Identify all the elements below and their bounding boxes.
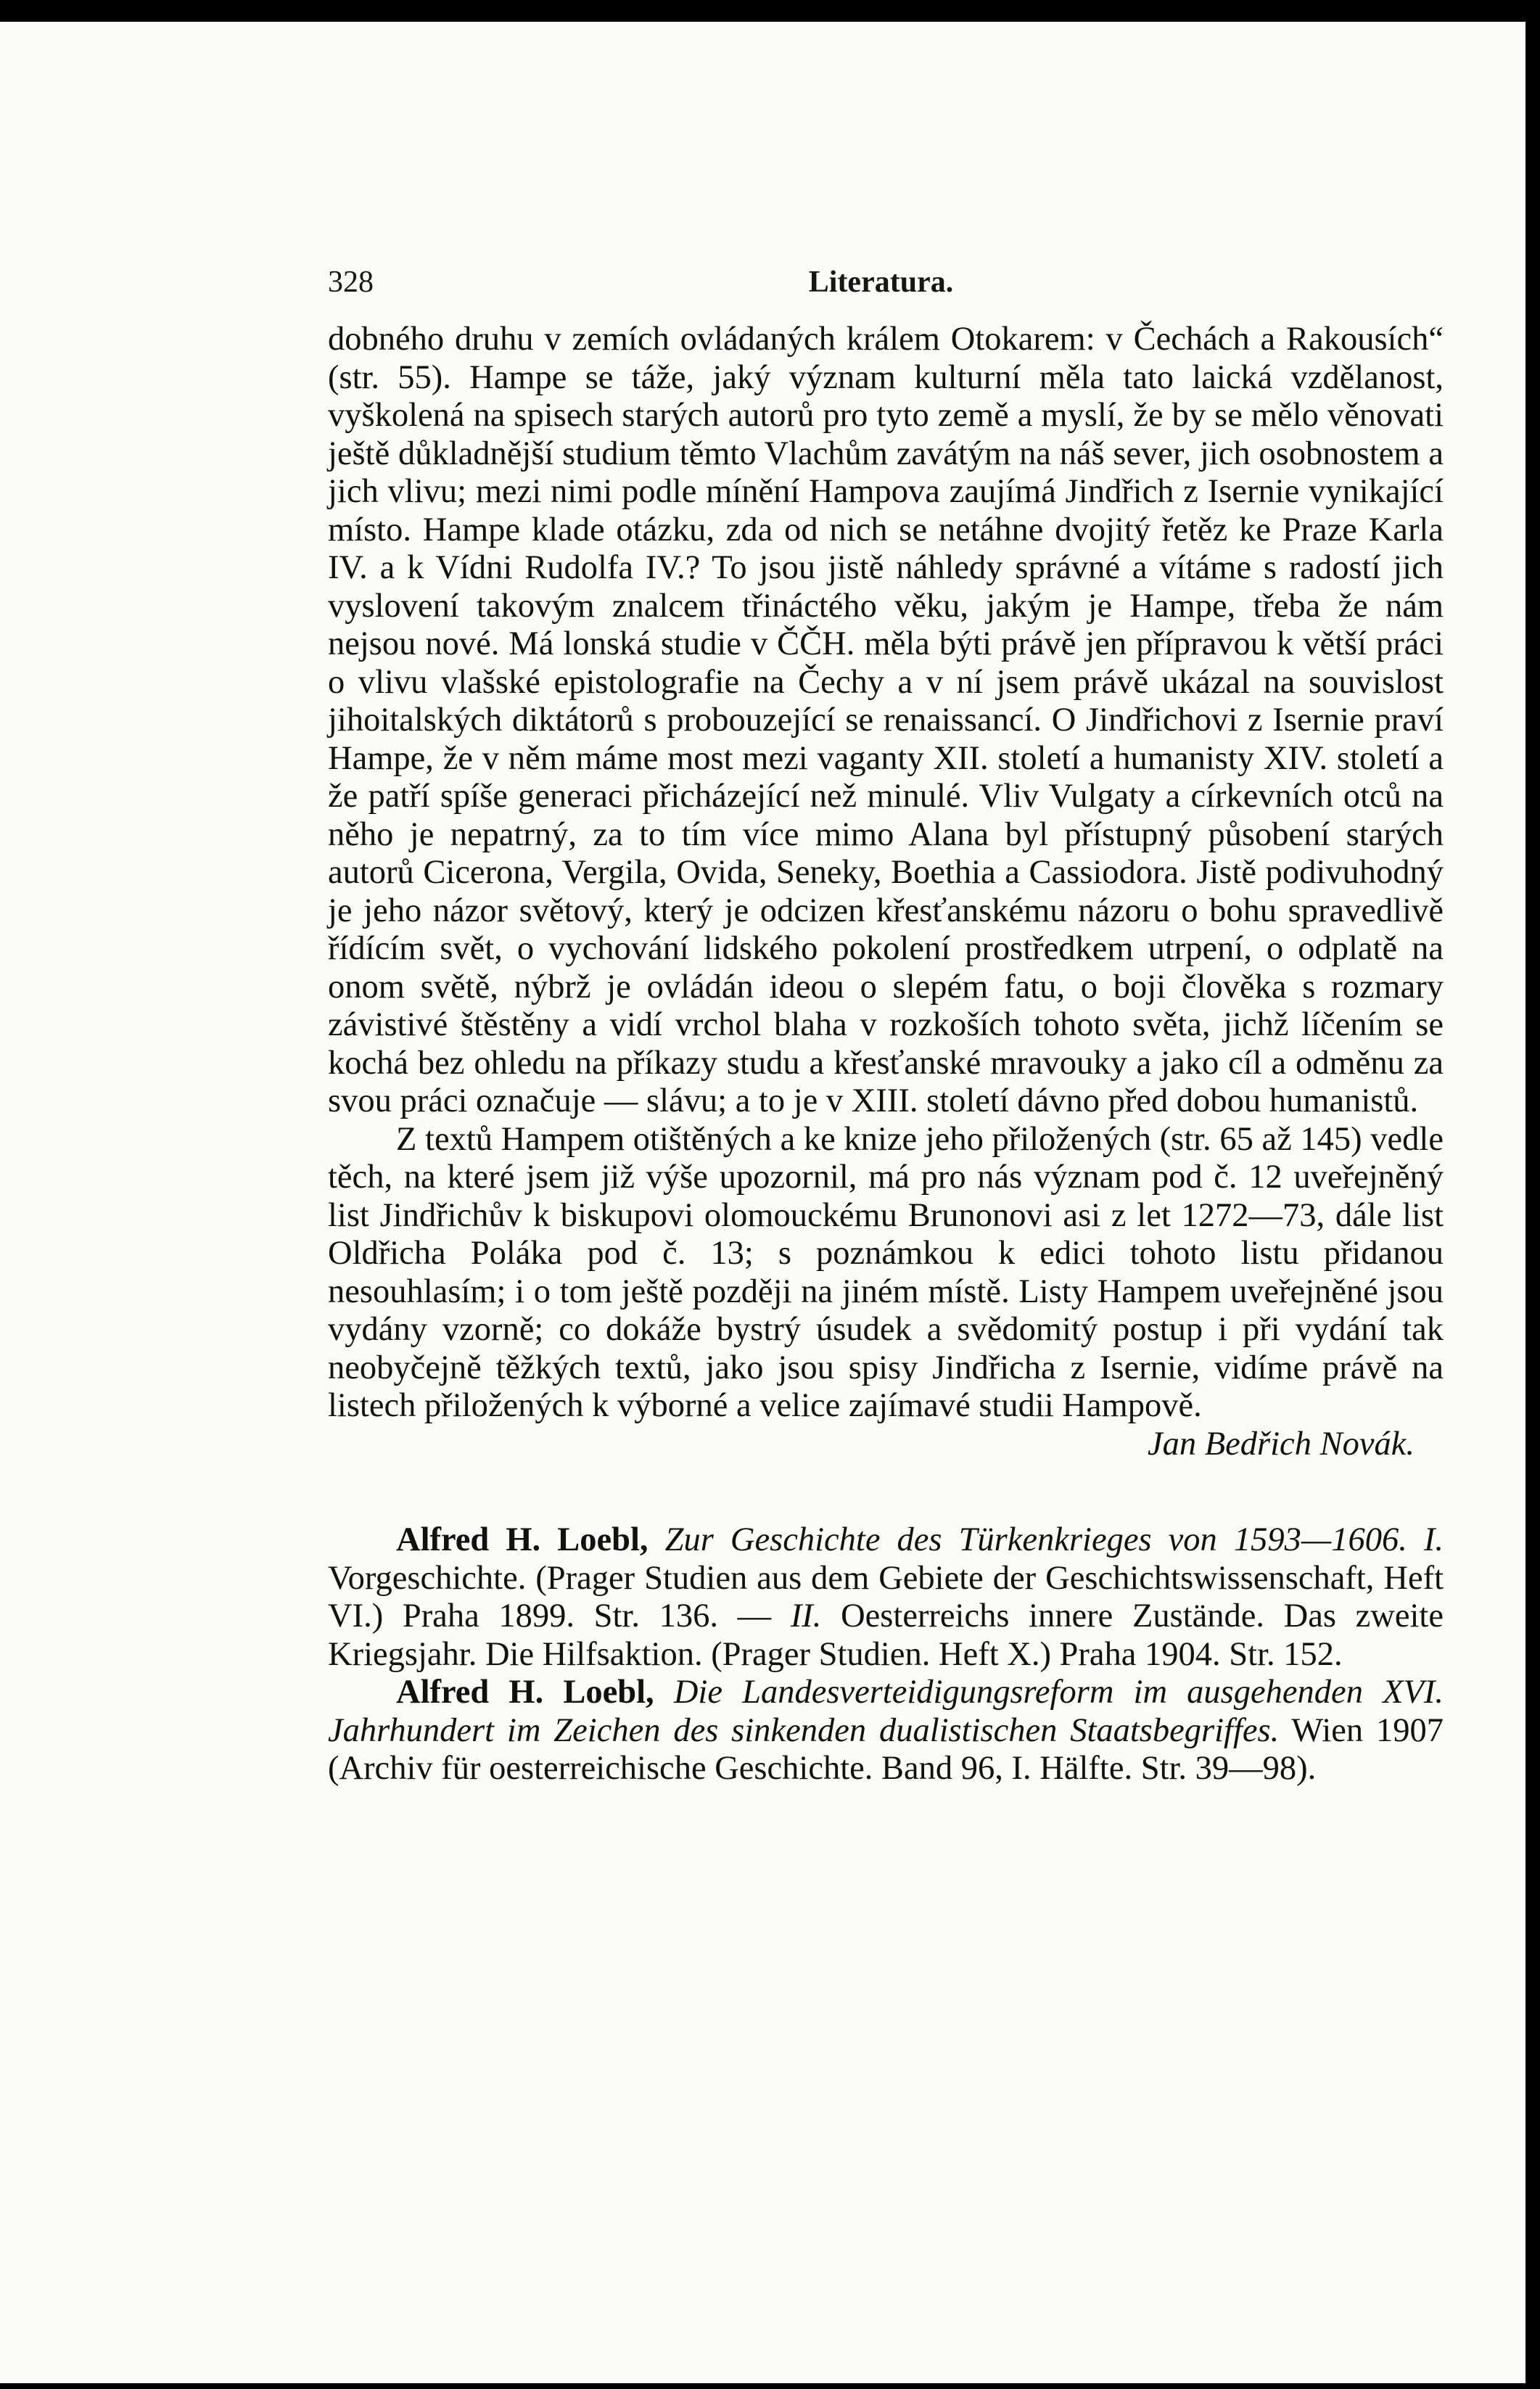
- body-text: [328, 321, 1444, 1788]
- bibliography-entry-1: [328, 1521, 1444, 1674]
- page-header: [328, 265, 1434, 301]
- entry-1-author: Alfred H. Loebl,: [396, 1521, 648, 1558]
- page-number: 328: [328, 266, 374, 299]
- running-title: Literatura.: [808, 266, 954, 299]
- section-spacer: [328, 1463, 1444, 1521]
- entry-2-author: Alfred H. Loebl,: [396, 1674, 654, 1711]
- entry-2-details: Wien 1907 (Archiv für oesterreichische Geschichte. Band 96, I. Hälfte. Str. 39—98).: [328, 1711, 1444, 1787]
- entry-2-title: Die Landesverteidigungsreform im ausgehenden XVI. Jahrhundert im Zeichen des sinkenden dualistischen Staatsbegriffes.: [328, 1674, 1444, 1749]
- paragraph-continuation: dobného druhu v zemích ovládaných králem Otokarem: v Čechách a Rakousích“ (str. 55). Hampe se táže, jaký význam kulturní měla tato laická vzdělanost, vyškolená na spisech starých autorů pro tyto země a myslí, že by se mělo věnovati ještě důkladnější studium těmto Vlachům zavátým na náš sever, jich osobnostem a jich vlivu; mezi nimi podle mínění Hampova zaujímá Jindřich z Isernie vynikající místo. Hampe klade otázku, zda od nich se netáhne dvojitý řetěz ke Praze Karla IV. a k Vídni Rudolfa IV.? To jsou jistě náhledy správné a vítáme s radostí jich vyslovení takovým znalcem třináctého věku, jakým je Hampe, třeba že nám nejsou nové. Má lonská studie v ČČH. měla býti právě jen přípravou k větší práci o vlivu vlašské epistolografie na Čechy a v ní jsem právě ukázal na souvislost jihoitalských diktátorů s probouzející se renaissancí. O Jindřichovi z Isernie praví Hampe, že v něm máme most mezi vaganty XII. století a humanisty XIV. století a že patří spíše generaci přicházející než minulé. Vliv Vulgaty a církevních otců na něho je nepatrný, za to tím více mimo Alana byl přístupný působení starých autorů Cicerona, Vergila, Ovida, Seneky, Boethia a Cassiodora. Jistě podivuhodný je jeho názor světový, který je odcizen křesťanskému názoru o bohu spravedlivě řídícím svět, o vychování lidského pokolení prostředkem utrpení, o odplatě na onom světě, nýbrž je ovládán ideou o slepém fatu, o boji člověka s rozmary závistivé štěstěny a vidí vrchol blaha v rozkoších tohoto světa, jichž líčením se kochá bez ohledu na příkazy studu a křesťanské mravouky a jako cíl a odměnu za svou práci označuje — slávu; a to je v XIII. století dávno před dobou humanistů.: [328, 321, 1444, 1119]
- entry-1-part-two: II.: [790, 1598, 822, 1635]
- entry-1-details-two: Oesterreichs innere Zustände. Das zweite Kriegsjahr. Die Hilfsaktion. (Prager Studien. Heft X.) Praha 1904. Str. 152.: [328, 1598, 1444, 1673]
- paragraph-texts: Z textů Hampem otištěných a ke knize jeho přiložených (str. 65 až 145) vedle těch, na které jsem již výše upozornil, má pro nás význam pod č. 12 uveřejněný list Jindřichův k biskupovi olomouckému Brunonovi asi z let 1272—73, dále list Oldřicha Poláka pod č. 13; s poznámkou k edici tohoto listu přidanou nesouhlasím; i o tom ještě později na jiném místě. Listy Hampem uveřejněné jsou vydány vzorně; co dokáže bystrý úsudek a svědomitý postup i při vydání tak neobyčejně těžkých textů, jako jsou spisy Jindřicha z Isernie, vidíme právě na listech přiložených k výborné a velice zajímavé studii Hampově.: [328, 1120, 1444, 1424]
- entry-1-details: Vorgeschichte. (Prager Studien aus dem Gebiete der Geschichtswissenschaft, Heft VI.) Praha 1899. Str. 136. —: [328, 1559, 1444, 1635]
- bibliography-entry-2: [328, 1674, 1444, 1788]
- review-signature: Jan Bedřich Novák.: [1147, 1425, 1415, 1463]
- entry-1-title: Zur Geschichte des Türkenkrieges von 1593—1606. I.: [664, 1521, 1444, 1558]
